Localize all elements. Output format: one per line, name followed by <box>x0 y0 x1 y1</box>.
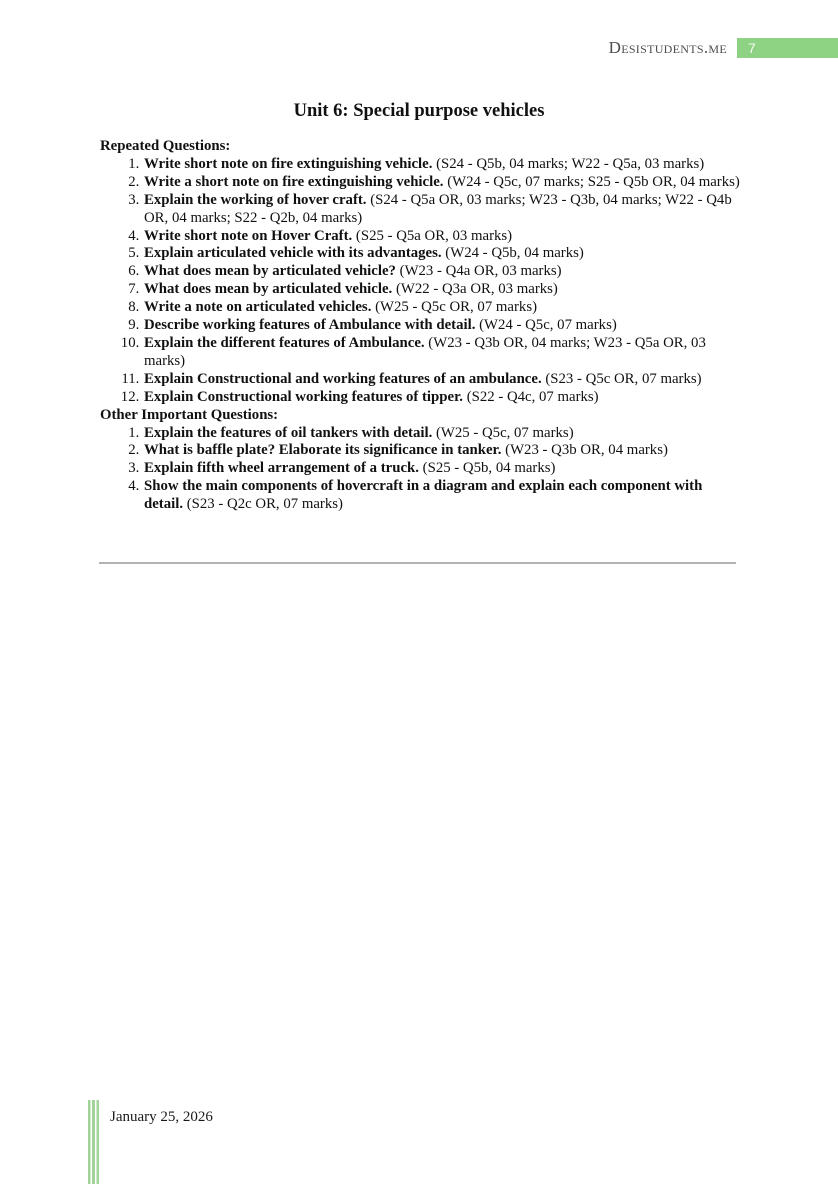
section-heading-other-important-questions: Other Important Questions: <box>100 406 279 423</box>
question-ref: (W24 - Q5c, 07 marks; S25 - Q5b OR, 04 marks) <box>447 173 740 190</box>
question-item <box>143 371 740 389</box>
horizontal-rule <box>99 562 736 564</box>
content-column <box>100 138 740 514</box>
question-text: What is baffle plate? Elaborate its significance in tanker. <box>144 442 502 459</box>
question-ref: (W24 - Q5b, 04 marks) <box>445 245 584 262</box>
question-text: Explain Constructional and working features of an ambulance. <box>144 370 542 387</box>
question-text: Explain Constructional working features of tipper. <box>144 388 463 405</box>
repeated-questions-list <box>100 156 740 407</box>
question-ref: (W23 - Q3b OR, 04 marks) <box>505 442 668 459</box>
question-item <box>143 335 740 371</box>
question-ref: (W22 - Q3a OR, 03 marks) <box>395 281 558 298</box>
question-ref: (S22 - Q4c, 07 marks) <box>466 388 599 405</box>
question-item <box>143 442 740 460</box>
question-text: Explain articulated vehicle with its advantages. <box>144 245 442 262</box>
site-name: Desistudents.me <box>608 38 727 57</box>
question-ref: (S23 - Q2c OR, 07 marks) <box>186 496 343 513</box>
question-item <box>143 478 740 514</box>
question-item <box>143 460 740 478</box>
question-ref: (S24 - Q5b, 04 marks; W22 - Q5a, 03 marks) <box>436 155 705 172</box>
question-text: Show the main components of hovercraft in a diagram and explain each component with detail. <box>144 478 703 513</box>
question-ref: (S24 - Q5a OR, 03 marks; W23 - Q3b, 04 marks; W22 - Q4b OR, 04 marks; S22 - Q2b, 04 marks) <box>144 191 732 226</box>
question-item <box>143 317 740 335</box>
page-number-badge: 7 <box>737 38 838 58</box>
question-item <box>143 245 740 263</box>
question-ref: (S25 - Q5b, 04 marks) <box>422 460 556 477</box>
question-item <box>143 299 740 317</box>
other-important-questions-list <box>100 425 740 515</box>
page-title: Unit 6: Special purpose vehicles <box>293 101 545 121</box>
question-text: Explain the working of hover craft. <box>144 191 367 208</box>
question-text: What does mean by articulated vehicle. <box>144 281 393 298</box>
question-text: Write a short note on fire extinguishing vehicle. <box>144 173 444 190</box>
question-item <box>143 228 740 246</box>
question-ref: (W25 - Q5c OR, 07 marks) <box>375 299 538 316</box>
question-item <box>143 156 740 174</box>
question-text: Explain fifth wheel arrangement of a truck. <box>144 460 419 477</box>
question-item <box>143 389 740 407</box>
question-text: Write short note on fire extinguishing vehicle. <box>144 155 433 172</box>
question-item <box>143 281 740 299</box>
question-ref: (W23 - Q4a OR, 03 marks) <box>399 263 562 280</box>
question-text: Explain the features of oil tankers with detail. <box>144 424 433 441</box>
question-item <box>143 425 740 443</box>
question-text: Write a note on articulated vehicles. <box>144 299 372 316</box>
footer-date: January 25, 2026 <box>110 1109 213 1125</box>
question-ref: (W25 - Q5c, 07 marks) <box>435 424 574 441</box>
question-item <box>143 263 740 281</box>
question-ref: (S23 - Q5c OR, 07 marks) <box>545 370 702 387</box>
question-text: What does mean by articulated vehicle? <box>144 263 396 280</box>
section-heading-repeated-questions: Repeated Questions: <box>100 138 231 154</box>
question-ref: (W23 - Q3b OR, 04 marks; W23 - Q5a OR, 03 marks) <box>144 334 706 369</box>
page-header <box>609 37 838 58</box>
question-item <box>143 174 740 192</box>
question-item <box>143 192 740 228</box>
question-text: Write short note on Hover Craft. <box>144 227 353 244</box>
question-ref: (S25 - Q5a OR, 03 marks) <box>355 227 513 244</box>
green-stripes-decoration <box>88 1100 99 1184</box>
question-text: Explain the different features of Ambulance. <box>144 334 425 351</box>
question-ref: (W24 - Q5c, 07 marks) <box>479 317 617 334</box>
question-text: Describe working features of Ambulance with detail. <box>144 317 476 334</box>
